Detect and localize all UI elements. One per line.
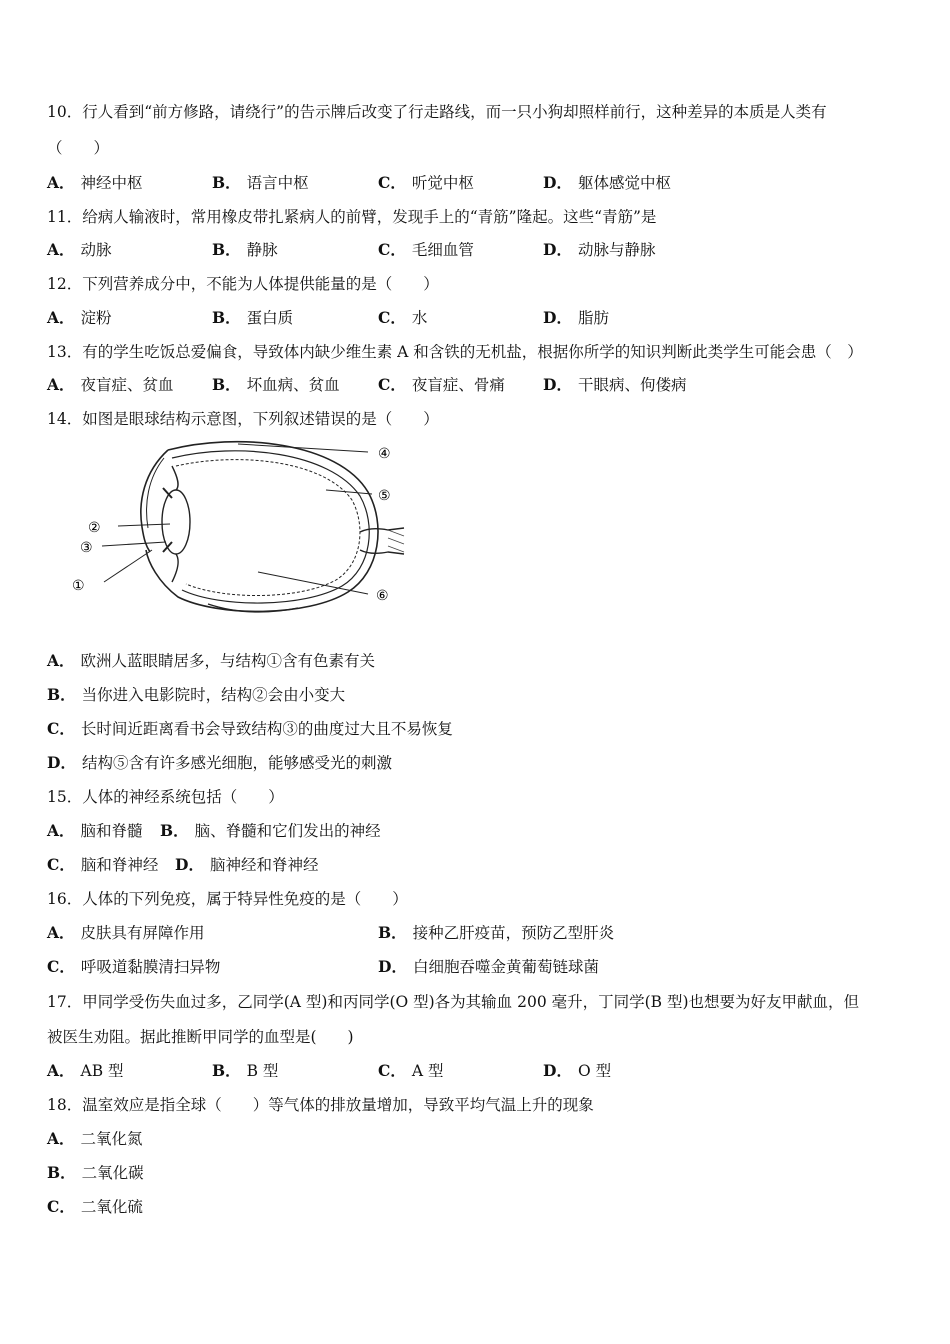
option-key: C． [378, 240, 406, 259]
q14-option-b [47, 685, 345, 705]
q15-option-a [47, 821, 143, 841]
option-text: B 型 [246, 1062, 279, 1080]
label-6: ⑥ [376, 588, 389, 604]
option-text: 长时间近距离看书会导致结构③的曲度过大且不易恢复 [80, 720, 453, 738]
option-key: D． [543, 240, 572, 259]
q10-stem-line2: （ ） [47, 139, 110, 157]
leader-line-1 [104, 550, 152, 582]
label-2: ② [88, 520, 101, 536]
option-text: 皮肤具有屏障作用 [80, 924, 205, 942]
option-key: A． [47, 651, 75, 670]
q11-option-a [47, 240, 112, 260]
q17-option-a [47, 1061, 124, 1081]
q12-option-c [378, 308, 427, 328]
ciliary-body [172, 466, 178, 582]
q16-option-d [378, 957, 599, 977]
option-text: 夜盲症、骨痛 [411, 376, 505, 394]
option-key: A． [47, 821, 75, 840]
q10-option-b [212, 173, 309, 193]
q16-stem: 16．人体的下列免疫，属于特异性免疫的是（ ） [47, 890, 408, 908]
choroid-outline [172, 451, 369, 603]
option-key: C． [47, 719, 75, 738]
q18-option-a [47, 1129, 143, 1149]
q18-option-c [47, 1197, 143, 1217]
option-text: 呼吸道黏膜清扫异物 [80, 958, 221, 976]
sclera-outline [146, 442, 378, 612]
label-5: ⑤ [378, 488, 391, 504]
option-key: A． [47, 240, 75, 259]
option-text: 淀粉 [80, 309, 112, 327]
option-text: 二氧化氮 [80, 1130, 143, 1148]
option-text: 接种乙肝疫苗，预防乙型肝炎 [412, 924, 615, 942]
option-key: D． [47, 753, 76, 772]
option-key: D． [378, 957, 407, 976]
option-key: C． [47, 1197, 75, 1216]
q14-stem: 14．如图是眼球结构示意图，下列叙述错误的是（ ） [47, 410, 439, 428]
option-key: B． [160, 821, 189, 840]
option-key: D． [543, 173, 572, 192]
option-text: 躯体感觉中枢 [577, 174, 671, 192]
option-text: 毛细血管 [411, 241, 474, 259]
q13-option-b [212, 375, 340, 395]
option-text: 二氧化硫 [80, 1198, 143, 1216]
q15-stem: 15．人体的神经系统包括（ ） [47, 788, 284, 806]
option-text: 脑和脊髓 [80, 822, 143, 840]
option-key: D． [543, 308, 572, 327]
option-key: D． [543, 375, 572, 394]
q15-option-b [160, 821, 381, 841]
q12-stem: 12．下列营养成分中，不能为人体提供能量的是（ ） [47, 275, 439, 293]
option-text: 静脉 [246, 241, 278, 259]
option-text: 欧洲人蓝眼睛居多，与结构①含有色素有关 [80, 652, 376, 670]
q14-option-a [47, 651, 375, 671]
lens-outline [162, 490, 190, 554]
q13-option-c [378, 375, 505, 395]
option-text: 脑和脊神经 [80, 856, 159, 874]
q17-option-c [378, 1061, 443, 1081]
q17-option-d [543, 1061, 611, 1081]
q15-option-d [175, 855, 318, 875]
option-text: O 型 [577, 1062, 612, 1080]
q17-option-b [212, 1061, 278, 1081]
option-key: C． [378, 375, 406, 394]
option-key: D． [175, 855, 204, 874]
label-4: ④ [378, 446, 391, 462]
option-key: B． [212, 1061, 241, 1080]
label-3: ③ [80, 540, 93, 556]
option-key: A． [47, 923, 75, 942]
label-1: ① [72, 578, 85, 594]
option-text: 夜盲症、贫血 [80, 376, 174, 394]
q10-stem-line1: 10．行人看到“前方修路，请绕行”的告示牌后改变了行走路线，而一只小狗却照样前行，这种差异的本质是人类有 [47, 103, 827, 121]
option-text: 脑神经和脊神经 [209, 856, 319, 874]
q17-stem-line1: 17．甲同学受伤失血过多，乙同学(A 型)和丙同学(O 型)各为其输血 200 毫升，丁同学(B 型)也想要为好友甲献血，但 [47, 993, 860, 1011]
q11-stem: 11．给病人输液时，常用橡皮带扎紧病人的前臂，发现手上的“青筋”隆起。这些“青筋”是 [47, 208, 657, 226]
q12-option-a [47, 308, 112, 328]
eyeball-diagram-svg [68, 432, 408, 617]
q11-option-b [212, 240, 278, 260]
q17-stem-line2: 被医生劝阻。据此推断甲同学的血型是( ) [47, 1028, 354, 1046]
option-text: 听觉中枢 [411, 174, 474, 192]
option-text: 坏血病、贫血 [246, 376, 340, 394]
option-key: D． [543, 1061, 572, 1080]
q13-stem: 13．有的学生吃饭总爱偏食，导致体内缺少维生素 A 和含铁的无机盐，根据你所学的知识判断此类学生可能会患（ ） [47, 343, 863, 361]
q10-option-d [543, 173, 671, 193]
option-key: A． [47, 1061, 75, 1080]
option-key: A． [47, 308, 75, 327]
q12-option-d [543, 308, 609, 328]
q12-option-b [212, 308, 293, 328]
option-text: 干眼病、佝偻病 [577, 376, 687, 394]
leader-line-6 [258, 572, 368, 594]
option-text: 蛋白质 [246, 309, 294, 327]
option-text: 结构⑤含有许多感光细胞，能够感受光的刺激 [81, 754, 392, 772]
option-key: C． [47, 855, 75, 874]
q10-option-a [47, 173, 143, 193]
leader-line-3 [102, 542, 166, 546]
q11-option-d [543, 240, 655, 260]
q14-option-d [47, 753, 392, 773]
option-key: B． [212, 308, 241, 327]
option-key: B． [47, 1163, 76, 1182]
option-text: 神经中枢 [80, 174, 143, 192]
option-text: 水 [411, 309, 428, 327]
option-key: B． [47, 685, 76, 704]
q13-option-a [47, 375, 174, 395]
optic-nerve-fibers [388, 530, 404, 552]
option-text: AB 型 [80, 1062, 124, 1080]
option-text: 白细胞吞噬金黄葡萄链球菌 [412, 958, 599, 976]
option-text: A 型 [411, 1062, 444, 1080]
q16-option-b [378, 923, 614, 943]
option-text: 动脉与静脉 [577, 241, 656, 259]
option-key: C． [47, 957, 75, 976]
option-key: B． [212, 240, 241, 259]
option-key: A． [47, 375, 75, 394]
option-key: C． [378, 1061, 406, 1080]
option-text: 二氧化碳 [81, 1164, 144, 1182]
q13-option-d [543, 375, 686, 395]
q18-stem: 18．温室效应是指全球（ ）等气体的排放量增加，导致平均气温上升的现象 [47, 1096, 594, 1114]
q18-option-b [47, 1163, 144, 1183]
option-text: 当你进入电影院时，结构②会由小变大 [81, 686, 346, 704]
cornea-inner [147, 458, 164, 528]
option-key: C． [378, 308, 406, 327]
option-key: A． [47, 1129, 75, 1148]
retina-outline [176, 460, 360, 596]
option-text: 语言中枢 [246, 174, 309, 192]
leader-line-4 [238, 444, 368, 452]
option-key: B． [212, 375, 241, 394]
option-text: 脑、脊髓和它们发出的神经 [194, 822, 381, 840]
option-key: C． [378, 173, 406, 192]
option-key: B． [378, 923, 407, 942]
option-text: 动脉 [80, 241, 112, 259]
option-key: B． [212, 173, 241, 192]
leader-line-5 [326, 490, 372, 494]
option-key: A． [47, 173, 75, 192]
option-text: 脂肪 [577, 309, 609, 327]
q10-option-c [378, 173, 474, 193]
q16-option-c [47, 957, 220, 977]
q14-option-c [47, 719, 453, 739]
eyeball-diagram [68, 432, 408, 617]
q16-option-a [47, 923, 205, 943]
q11-option-c [378, 240, 474, 260]
q15-option-c [47, 855, 158, 875]
